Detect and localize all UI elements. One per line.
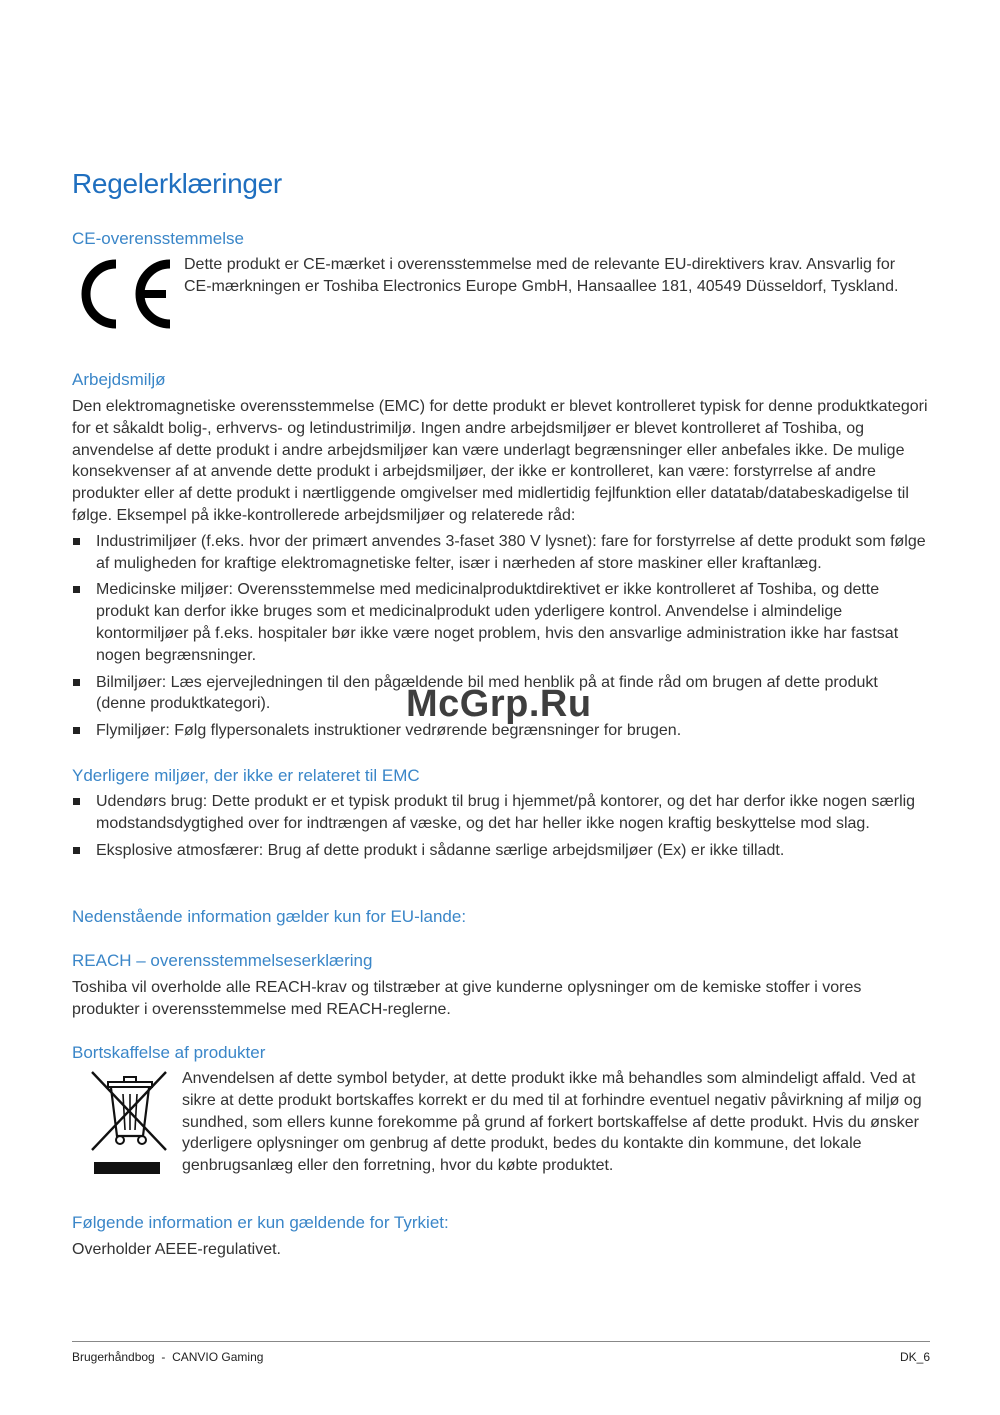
other-environments-list [72, 791, 930, 861]
eu-note-section [72, 906, 930, 928]
bullet-icon [73, 586, 80, 593]
watermark-text: McGrp.Ru [406, 683, 592, 725]
page-title: Regelerklæringer [72, 168, 282, 199]
list-item: Flymiljøer: Følg flypersonalets instruktioner vedrørende begrænsninger for brugen. [72, 720, 930, 742]
ce-text: Dette produkt er CE-mærket i overensstemmelse med de relevante EU-direktivers krav. Ansvarlig for CE-mærkningen er Toshiba Electronics Europe GmbH, Hansaallee 181, 40549 Düsseldorf, Tyskland. [184, 256, 899, 295]
work-environment-heading: Arbejdsmiljø [72, 370, 166, 389]
list-item: Medicinske miljøer: Overensstemmelse med medicinalproduktdirektivet er ikke kontrolleret af Toshiba, og dette produkt kan derfor ikke bruges som et medicinalprodukt uden yderligere kontrol. Anvendelse i almindelige kontormiljøer på f.eks. hospitaler bør ikke være noget problem, hvis den ansvarlige administration ikke har fastsat nogen begrænsninger. [72, 579, 930, 666]
eu-note-heading: Nedenstående information gælder kun for EU-lande: [72, 907, 467, 926]
bullet-icon [73, 727, 80, 734]
reach-text: Toshiba vil overholde alle REACH-krav og tilstræber at give kunderne oplysninger om de kemiske stoffer i vores produkter i overensstemmelse med REACH-reglerne. [72, 979, 862, 1018]
bullet-icon [73, 679, 80, 686]
list-item: Industrimiljøer (f.eks. hvor der primært anvendes 3-faset 380 V lysnet): fare for forstyrrelse af dette produkt som følge af muligheden for kraftige elektromagnetiske felter, især i nærheden af store maskiner eller kraftanlæg. [72, 531, 930, 575]
list-item: Bilmiljøer: Læs ejervejledningen til den pågældende bil med henblik på at finde råd om brugen af dette produkt (denne produktkategori). [72, 672, 930, 716]
disposal-heading: Bortskaffelse af produkter [72, 1043, 266, 1062]
list-item: Eksplosive atmosfærer: Brug af dette produkt i sådanne særlige arbejdsmiljøer (Ex) er ikke tilladt. [72, 840, 930, 862]
reach-section [72, 950, 930, 1021]
ce-mark-icon [72, 256, 180, 332]
list-item: Udendørs brug: Dette produkt er et typisk produkt til brug i hjemmet/på kontorer, og det har derfor ikke nogen særlig modstandsdygtighed over for indtrængen af væske, og det har heller ikke nogen kraftig beskyttelse mod slag. [72, 791, 930, 835]
bullet-icon [73, 538, 80, 545]
other-environments-heading: Yderligere miljøer, der ikke er relateret til EMC [72, 766, 420, 785]
bullet-icon [73, 847, 80, 854]
ce-section [72, 228, 930, 332]
work-environment-list [72, 531, 930, 742]
ce-heading: CE-overensstemmelse [72, 229, 244, 248]
footer-manual-title: Brugerhåndbog - CANVIO Gaming [72, 1350, 264, 1364]
turkey-text: Overholder AEEE-regulativet. [72, 1241, 281, 1258]
bullet-icon [73, 798, 80, 805]
work-environment-section [72, 369, 930, 747]
turkey-heading: Følgende information er kun gældende for Tyrkiet: [72, 1213, 449, 1232]
disposal-text: Anvendelsen af dette symbol betyder, at dette produkt ikke må behandles som almindeligt affald. Ved at sikre at dette produkt bortskaffes korrekt er du med til at forhindre eventuel negativ påvirkning af miljø og sundhed, som ellers kunne forekomme på grund af forkert bortskaffelse af dette produkt. Hvis du ønsker yderligere oplysninger om genbrug af dette produkt, bedes du kontakte din kommune, det lokale genbrugsanlæg eller den forretning, hvor du købte produktet. [182, 1070, 922, 1175]
reach-heading: REACH – overensstemmelseserklæring [72, 951, 373, 970]
disposal-section [72, 1042, 930, 1178]
turkey-section [72, 1212, 930, 1261]
other-environments-section [72, 765, 930, 866]
weee-crossed-bin-icon [86, 1068, 176, 1178]
work-environment-intro: Den elektromagnetiske overensstemmelse (EMC) for dette produkt er blevet kontrolleret typisk for denne produktkategori for et såkaldt bolig-, erhvervs- og letindustrimiljø. Ingen andre arbejdsmiljøer er blevet kontrolleret af Toshiba, og anvendelse af dette produkt i andre arbejdsmiljøer kan være underlagt begrænsninger eller anbefales ikke. De mulige konsekvenser af at anvende dette produkt i arbejdsmiljøer, der ikke er kontrolleret, kan være: forstyrrelse af andre produkter eller af dette produkt i nærtliggende omgivelser med midlertidig fejlfunktion eller datatab/databeskadigelse til følge. Eksempel på ikke-kontrollerede arbejdsmiljøer og relaterede råd: [72, 398, 928, 524]
footer-divider [72, 1341, 930, 1342]
footer-page-number: DK_6 [899, 1350, 930, 1364]
